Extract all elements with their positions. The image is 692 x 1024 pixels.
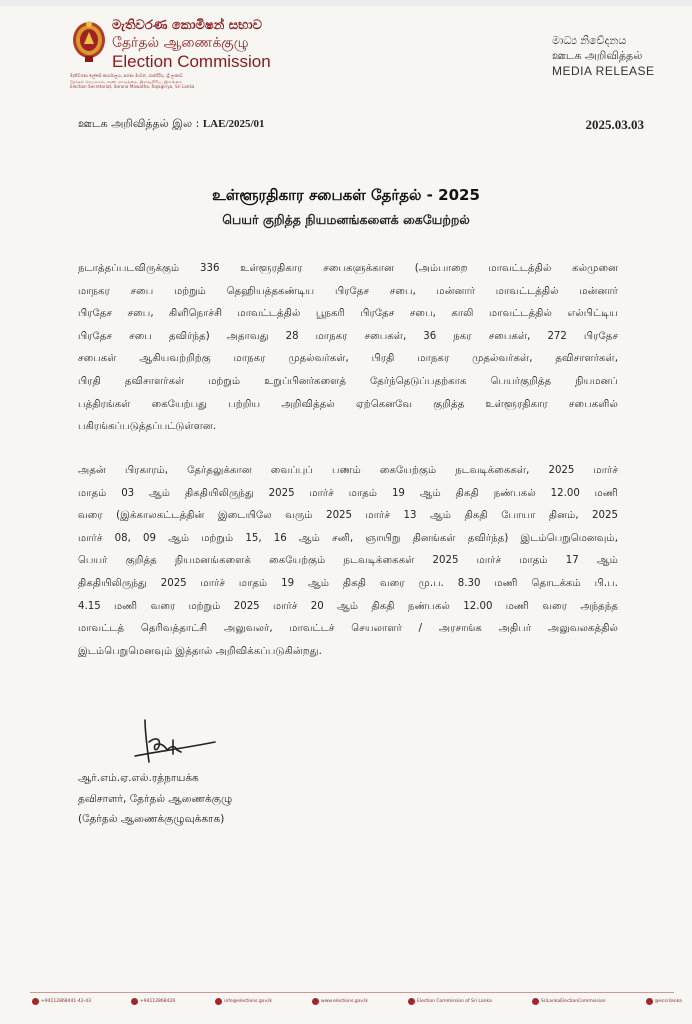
facebook-icon [408,998,415,1005]
media-label-tamil: ஊடக அறிவித்தல் [552,50,643,62]
paragraph-line: மாதம் 03 ஆம் திகதியிலிருந்து 2025 மார்ச் மாதம் 19 ஆம் திகதி நண்பகல் 12.00 மணி [78,487,618,499]
footer-email-text[interactable]: info@elections.gov.lk [224,999,273,1004]
fax-icon [131,998,138,1005]
phone-icon [32,998,39,1005]
media-label-sinhala: මාධ්‍ය නිවේදනය [552,35,627,47]
document-title: உள்ளூரதிகார சபைகள் தேர்தல் - 2025 [212,186,480,204]
paragraph-line: வரை (இக்காலகட்டத்தின் இடையிலே வரும் 2025 மார்ச் 13 ஆம் திகதி போயா தினம், 2025 [78,510,618,522]
letterhead [70,18,300,110]
footer-email[interactable] [215,998,272,1005]
address-line-english: Election Secretariat, Sarana Mawatha, Rajagiriya, Sri Lanka [70,84,195,89]
reference-number: LAE/2025/01 [202,118,265,130]
email-icon [215,998,222,1005]
twitter-icon [646,998,653,1005]
release-date: 2025.03.03 [585,117,644,132]
footer-fax-text: +94112868426 [139,999,176,1004]
address-line-sinhala: මැතිවරණ ලේකම් කාර්යාලය, සරණ මාවත, රාජගිරිය, ශ්‍රී ලංකාව [70,73,183,78]
media-release-label [552,34,662,79]
signatory-position: தவிசாளர், தேர்தல் ஆணைக்குழு [78,792,233,805]
paragraph-line: திகதியிலிருந்து 2025 மார்ச் மாதம் 19 ஆம் திகதி வரை மு.ப. 8.30 மணி தொடக்கம் பி.ப. [78,577,618,589]
org-name-english: Election Commission [112,52,271,71]
reference-label: ஊடக அறிவித்தல் இல : [78,117,200,130]
paragraph-line: பகிரங்கப்படுத்தப்பட்டுள்ளன. [78,421,217,433]
sri-lanka-emblem-icon [70,18,108,66]
address-line-tamil: தேர்தல் செயலகம், சரண மாவத்தை, இராஜகிரிய, இலங்கை [70,78,183,84]
media-label-english: MEDIA RELEASE [552,64,655,78]
paragraph-line: பத்திரங்கள் கையேற்பது பற்றிய அறிவித்தல் ஏற்கெனவே குறித்த உள்ளூரதிகார சபைகளில் [78,398,618,410]
footer-phone-text: +94112868441-42-43 [41,999,91,1004]
paragraph-line: மாவட்டத் தெரிவத்தாட்சி அலுவலர், மாவட்டச் செயலாளர் / அரசாங்க அதிபர் அலுவலகத்தில் [78,623,618,635]
footer-fax [131,998,175,1005]
paragraph-line: சபைகள் ஆகியவற்றிற்கு மாநகர முதல்வர்கள், பிரதி மாநகர முதல்வர்கள், தவிசாளர்கள், [78,353,618,365]
footer-twitter-text[interactable]: @ecsrilanka [654,999,682,1004]
org-name-tamil: தேர்தல் ஆணைக்குழு [112,35,249,51]
footer-facebook-text[interactable]: Election Commission of Sri Lanka [416,999,492,1004]
web-icon [312,998,319,1005]
paragraph-line: 4.15 மணி வரை மற்றும் 2025 மார்ச் 20 ஆம் திகதி நண்பகல் 12.00 மணி வரை அந்தந்த [78,600,618,612]
paragraph-line: அதன் பிரகாரம், தேர்தலுக்கான வைப்புப் பணம் கையேற்கும் நடவடிக்கைகள், 2025 மார்ச் [78,465,618,476]
footer-web[interactable] [312,998,368,1005]
paragraph-line: பெயர் குறித்த நியமனங்களைக் கையேற்கும் நடவடிக்கைகள் 2025 மார்ச் மாதம் 17 ஆம் [78,555,618,567]
reference-line [78,117,265,132]
footer-youtube[interactable] [532,998,606,1005]
footer-web-text[interactable]: www.elections.gov.lk [321,999,368,1004]
document-subtitle: பெயர் குறித்த நியமனங்களைக் கையேற்றல் [222,212,470,227]
paragraph-line: பிரதேச சபை தவிர்ந்த) அதாவது 28 மாநகர சபைகள், 36 நகர சபைகள், 272 பிரதேச [78,330,618,342]
paragraph-line: இடம்பெறுமெனவும் இத்தால் அறிவிக்கப்படுகின்றது. [78,645,322,657]
top-edge [0,0,692,6]
paragraph-line: நடாத்தப்படவிருக்கும் 336 உள்ளூரதிகார சபைகளுக்கான (அம்பாறை மாவட்டத்தில் கல்முனை [78,263,618,274]
footer-facebook[interactable] [408,998,492,1005]
signatory-on-behalf: (தேர்தல் ஆணைக்குழுவுக்காக) [78,813,225,825]
signatory-name: ஆர்.எம்.ஏ.எல்.ரத்நாயக்க [78,772,199,784]
youtube-icon [532,998,539,1005]
paragraph-line: மார்ச் 08, 09 ஆம் மற்றும் 15, 16 ஆம் சனி, ஞாயிறு தினங்கள் தவிர்ந்த) இடம்பெறுமெனவும், [78,532,618,544]
paragraph-2 [78,460,618,663]
footer-contacts [32,998,682,1005]
address-block [70,73,300,90]
paragraph-1 [78,258,618,439]
organization-name [112,18,302,72]
paragraph-line: பிரதேச சபை, கிளிநொச்சி மாவட்டத்தில் பூநகரி பிரதேச சபை, காலி மாவட்டத்தில் எல்பிட்டிய [78,308,618,320]
footer-divider [30,992,674,993]
footer-twitter[interactable] [646,998,682,1005]
signature-icon [115,712,225,772]
signatory-block [78,768,232,830]
paragraph-line: மாநகர சபை மற்றும் தெஹியத்தகண்டிய பிரதேச சபை, மன்னார் மாவட்டத்தில் மன்னார் [78,285,618,297]
footer-youtube-text[interactable]: SriLankaElectionCommission [540,999,606,1004]
org-name-sinhala: මැතිවරණ කොමිෂන් සභාව [112,18,262,33]
footer-phone [32,998,91,1005]
paragraph-line: பிரதி தவிசாளர்கள் மற்றும் உறுப்பினர்களைத் தேர்ந்தெடுப்பதற்காக பெயர்குறித்த நியமனப் [78,375,618,387]
